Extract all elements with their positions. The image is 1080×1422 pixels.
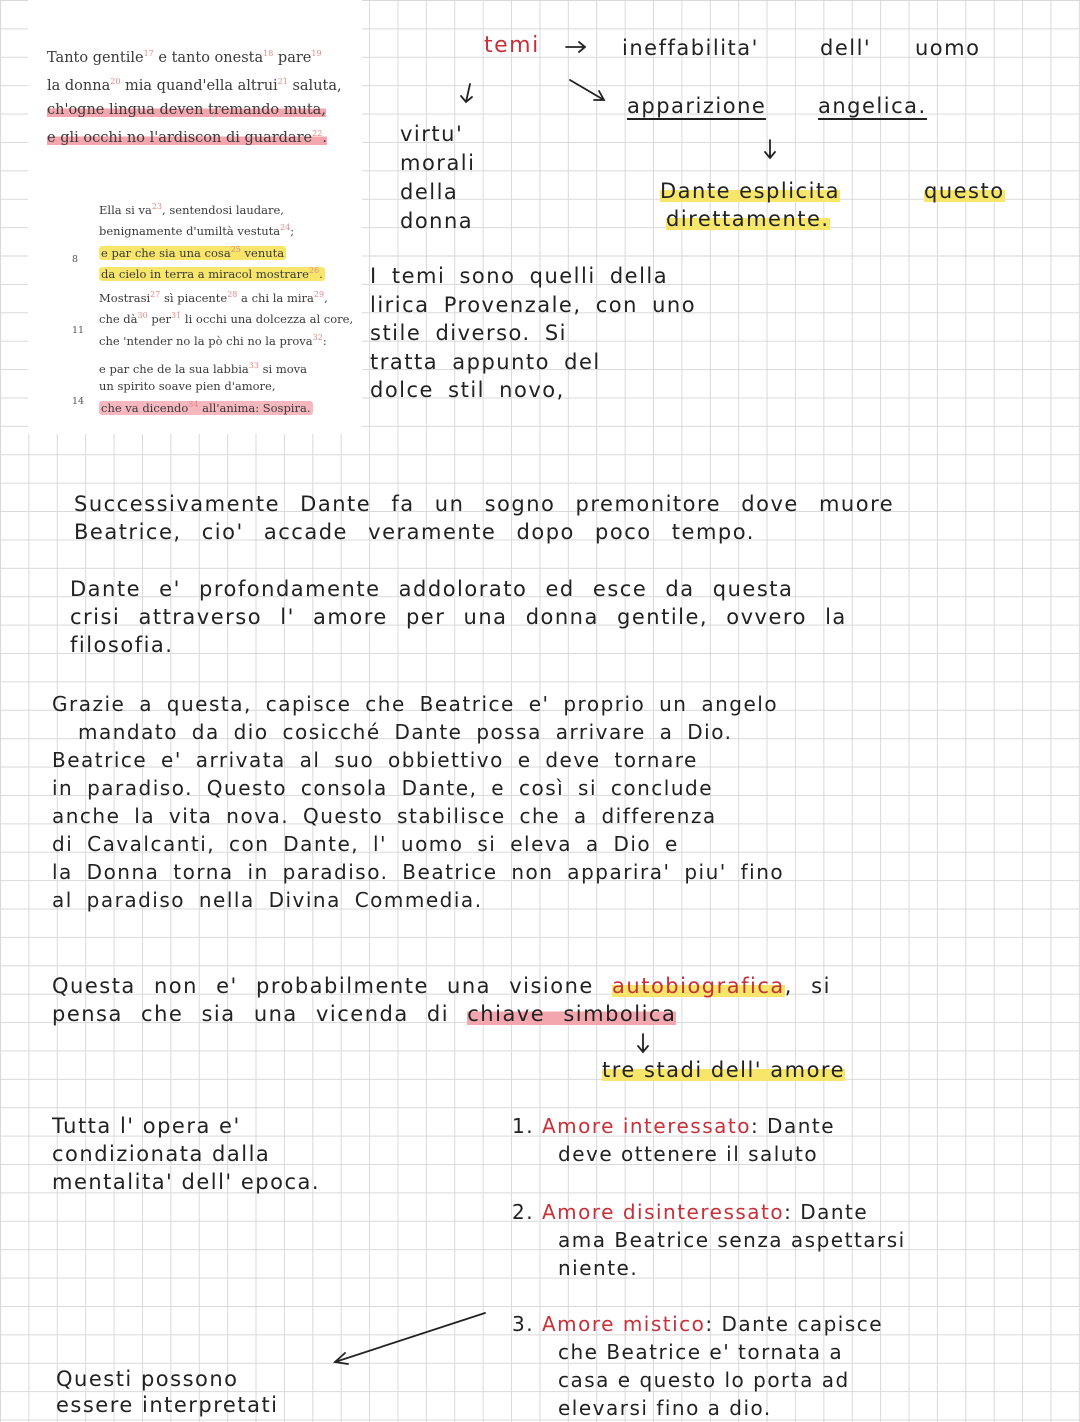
poem-line-highlighted: ch'ogne lingua deven tremando muta, bbox=[47, 101, 326, 118]
paragraph-visione: Questa non e' probabilmente una visione autobiografica, si pensa che sia una vicenda di chiave simbolica bbox=[52, 974, 831, 1026]
line-number: 14 bbox=[72, 396, 85, 407]
direttamente-text: direttamente. bbox=[666, 207, 830, 231]
virtu-morali-block: virtu' morali della donna bbox=[400, 122, 476, 233]
stage-3: 3. Amore mistico: Dante capisce che Beatrice e' tornata a casa e questo lo porta ad elevarsi fino a dio. bbox=[512, 1312, 884, 1420]
arrow-right-down-icon bbox=[570, 80, 604, 100]
line-number: 11 bbox=[72, 325, 85, 336]
ineffabilita-text: ineffabilita' bbox=[622, 36, 759, 60]
poem-line-highlighted: e gli occhi no l'ardiscon di guardare$^{22}$. bbox=[47, 129, 327, 146]
arrow-left-icon bbox=[335, 1313, 485, 1364]
poem-stanza-3: Mostrasi$^{27}$ sì piacente$^{28}$ a chi la mira$^{29}$, che $dà^{30}$ per$^{31}$ li occhi una dolcezza al core, che 'ntender no la pò chi no la prova$^{32}$: bbox=[99, 290, 354, 348]
apparizione-text: apparizione bbox=[627, 94, 767, 118]
tre-stadi-heading: tre stadi dell' amore bbox=[602, 1058, 846, 1082]
questo-text: questo bbox=[924, 179, 1005, 203]
angelica-text: angelica. bbox=[818, 94, 927, 118]
paragraph-beatrice: Grazie a questa, capisce che Beatrice e' proprio un angelo mandato da dio cosicché Dante possa arrivare a Dio. Beatrice e' arrivata al suo obbiettivo e deve tornare in paradiso. Questo consola Dante, e così si conclude anche la vita nova. Questo stabilisce che a differenza di Cavalcanti, con Dante, l' uomo si eleva a Dio e la Donna torna in paradiso. Beatrice non apparira' piu' fino al paradiso nella Divina Commedia. bbox=[52, 692, 785, 912]
dell-text: dell' bbox=[820, 36, 872, 60]
poem-stanza-4: e par che de la sua labbia$^{33}$ si mova un spirito soave pien d'amore, che va dicendo$^{34}$ all'anima: Sospira. bbox=[99, 361, 311, 415]
arrow-right-icon bbox=[566, 42, 585, 52]
arrow-down-icon bbox=[461, 84, 472, 102]
stage-2: 2. Amore disinteressato: Dante ama Beatrice senza aspettarsi niente. bbox=[512, 1200, 906, 1280]
paragraph-sogno: Successivamente Dante fa un sogno premonitore dove muore Beatrice, cio' accade veramente dopo poco tempo. bbox=[74, 492, 895, 544]
arrow-down-icon bbox=[765, 140, 775, 158]
paragraph-crisi: Dante e' profondamente addolorato ed esce da questa crisi attraverso l' amore per una donna gentile, ovvero la filosofia. bbox=[70, 577, 847, 657]
paragraph-questi: Questi possono essere interpretati bbox=[56, 1367, 279, 1417]
temi-label: temi bbox=[484, 33, 540, 58]
paragraph-opera: Tutta l' opera e' condizionata dalla mentalita' dell' epoca. bbox=[52, 1114, 321, 1194]
line-number: 8 bbox=[72, 254, 79, 265]
poem-stanza-2: Ella si $va^{23}$, sentendosi laudare, benignamente d'umiltà vestuta$^{24}$; e par che sia una cosa$^{25}$ venuta da cielo in terra a miracol mostrare$^{26}$. bbox=[99, 202, 323, 282]
uomo-text: uomo bbox=[915, 36, 981, 60]
temi-paragraph: I temi sono quelli della lirica Provenzale, con uno stile diverso. Si tratta appunto del dolce stil novo, bbox=[370, 264, 697, 402]
stage-1: 1. Amore interessato: Dante deve ottenere il saluto bbox=[512, 1114, 836, 1166]
dante-esplicita-text: Dante esplicita bbox=[660, 179, 841, 203]
arrow-down-icon bbox=[638, 1034, 648, 1052]
poem-line: Tanto gentile$^{17}$ e tanto onesta$^{18}$ pare$^{19}$ bbox=[47, 49, 322, 66]
poem-line: la donna$^{20}$ mia quand'ella altrui$^{21}$ saluta, bbox=[47, 77, 342, 95]
